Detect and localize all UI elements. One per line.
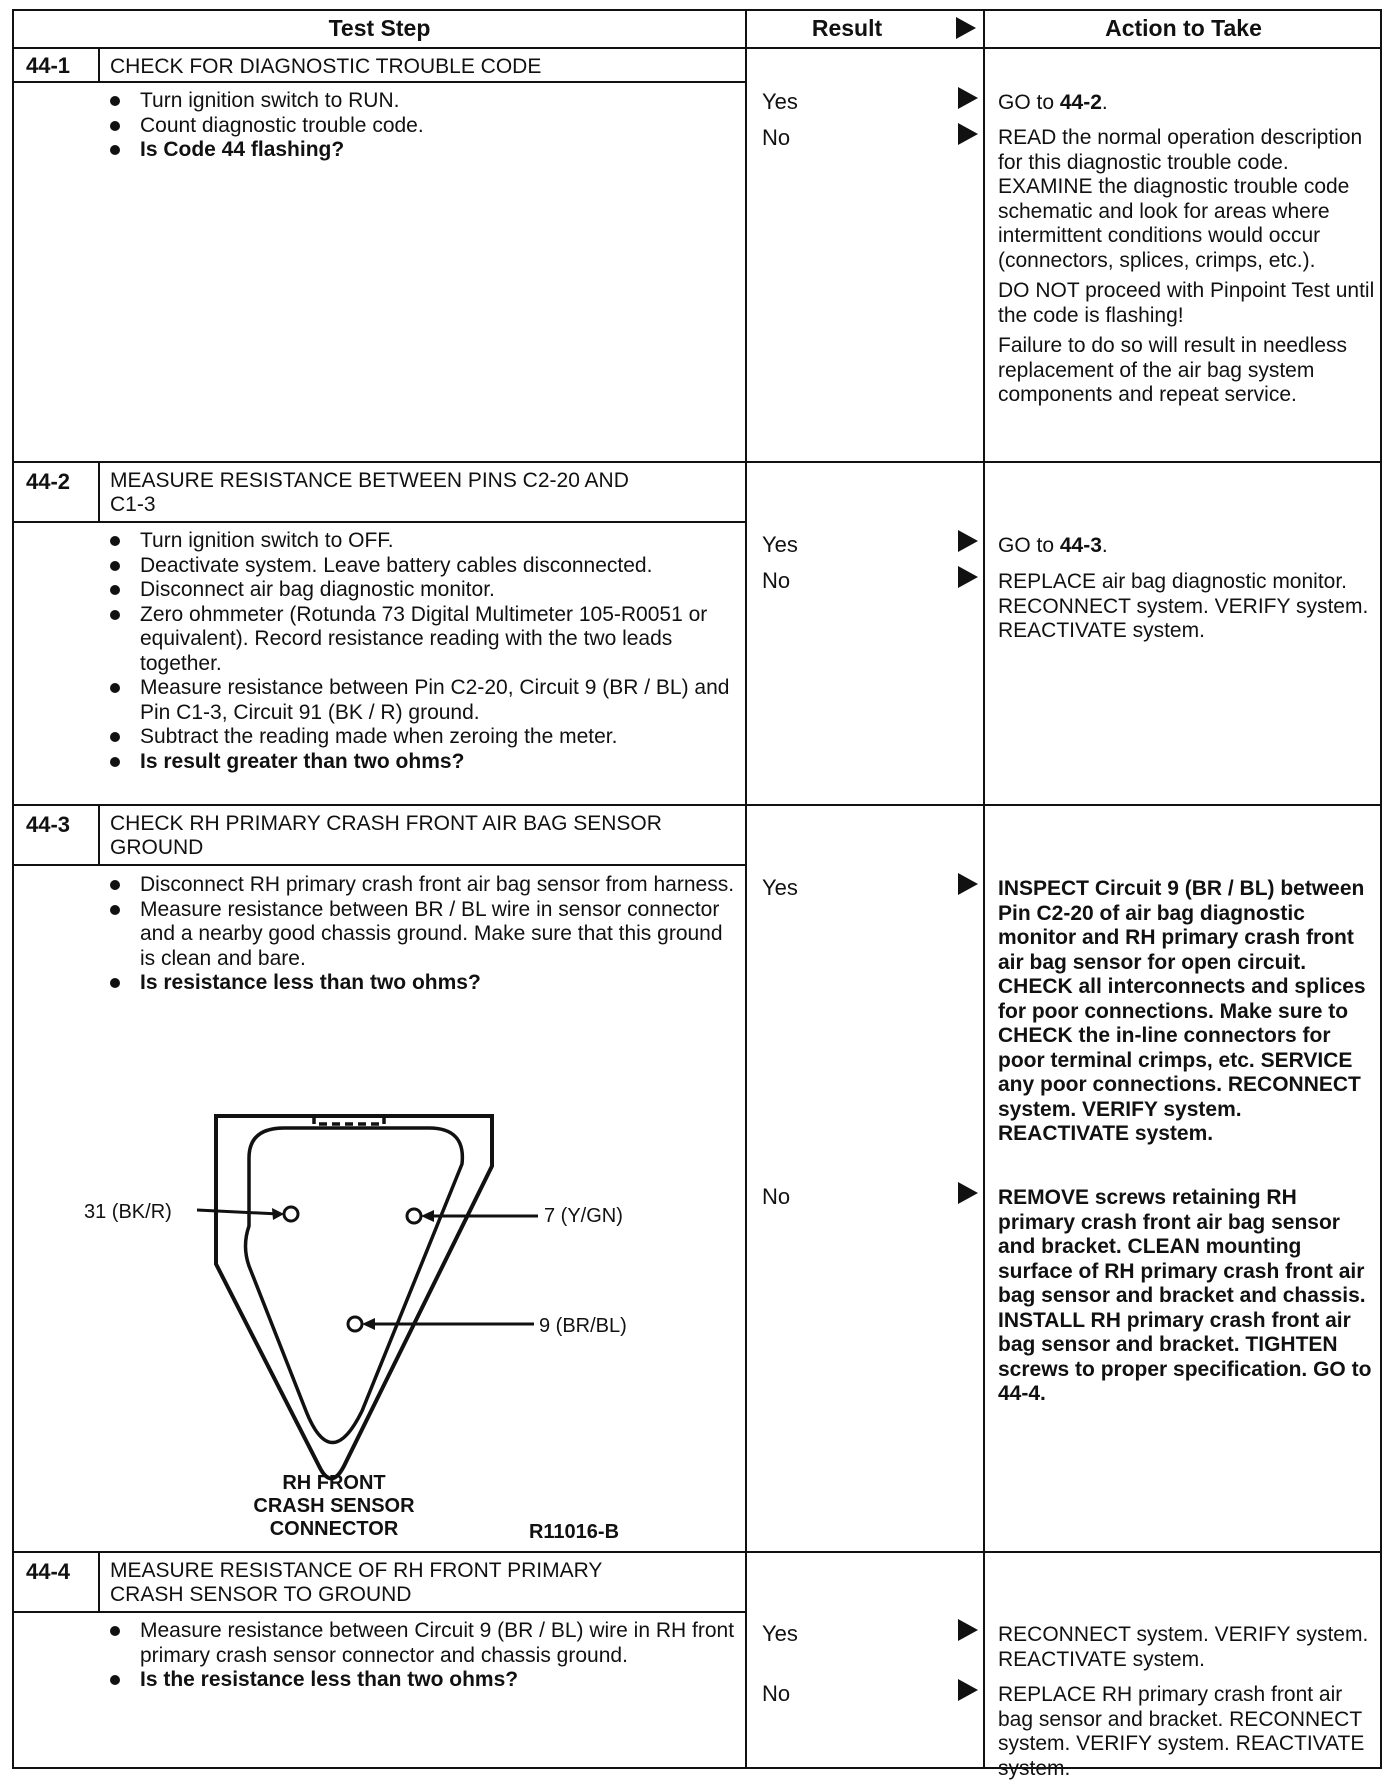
action-no (998, 126, 1378, 414)
step-44-1-num-divider (98, 47, 100, 83)
divider-step-result (745, 11, 747, 1767)
action-no (998, 1683, 1378, 1787)
result-no: No (762, 125, 791, 150)
header-test-step: Test Step (328, 15, 431, 41)
pin-label-31: 31 (BK/R) (84, 1201, 172, 1223)
pin-9 (348, 1317, 362, 1331)
action-no (998, 570, 1378, 650)
pin-31 (284, 1207, 298, 1221)
bullet-question: Is the resistance less than two ohms? (98, 1668, 738, 1693)
result-yes: Yes (762, 532, 798, 557)
pinpoint-test-table (12, 9, 1382, 1780)
result-no: No (762, 1184, 791, 1209)
bullet-question: Is Code 44 flashing? (98, 138, 738, 163)
step-44-4-num-divider (98, 1551, 100, 1613)
leader-31-arrow-icon (272, 1208, 284, 1220)
result-arrow-icon (958, 1182, 978, 1204)
action-paragraph: RECONNECT system. VERIFY system. REACTIVATE system. (998, 1623, 1369, 1671)
action-paragraph: DO NOT proceed with Pinpoint Test until the code is flashing! (998, 279, 1375, 327)
step-number: 44-3 (26, 812, 71, 837)
step-title: MEASURE RESISTANCE OF RH FRONT PRIMARY CRASH SENSOR TO GROUND (110, 1559, 603, 1606)
diagram-caption-line2: CRASH SENSOR (253, 1495, 415, 1517)
diagram-caption-line1: RH FRONT (282, 1472, 386, 1494)
result-arrow-icon (958, 873, 978, 895)
bullet-item: Measure resistance between Circuit 9 (BR / BL) wire in RH front primary crash sensor connector and chassis ground. (98, 1619, 738, 1668)
pin-label-7: 7 (Y/GN) (544, 1205, 623, 1227)
diagram-reference: R11016-B (528, 1521, 620, 1543)
result-arrow-icon (958, 87, 978, 109)
action-paragraph: READ the normal operation description for this diagnostic trouble code. EXAMINE the diagnostic trouble code schematic and look for areas where intermittent conditions would occur (connectors, splices, crimps, etc.). (998, 126, 1363, 272)
bullet-item: Disconnect RH primary crash front air bag sensor from harness. (98, 873, 738, 898)
result-arrow-icon (958, 566, 978, 588)
step-44-3-bullets (98, 873, 738, 996)
step-title: CHECK FOR DIAGNOSTIC TROUBLE CODE (110, 55, 542, 78)
result-yes: Yes (762, 875, 798, 900)
header-rule (14, 47, 1380, 49)
result-no: No (762, 568, 791, 593)
step-number: 44-1 (26, 53, 71, 78)
leader-31 (197, 1210, 279, 1214)
bullet-question: Is result greater than two ohms? (98, 750, 738, 775)
result-yes: Yes (762, 1621, 798, 1646)
step-44-4-title-rule (14, 1611, 745, 1613)
step-44-2-num-divider (98, 461, 100, 523)
action-yes: GO to 44-3. (998, 534, 1108, 557)
step-44-2-bottom-rule (14, 804, 1380, 806)
diagram-caption-line3: CONNECTOR (269, 1518, 399, 1540)
bullet-item: Turn ignition switch to OFF. (98, 529, 738, 554)
action-yes (998, 1623, 1378, 1678)
result-arrow-icon (958, 1679, 978, 1701)
step-44-2-bullets (98, 529, 738, 774)
bullet-item: Turn ignition switch to RUN. (98, 89, 738, 114)
result-arrow-icon (958, 1619, 978, 1641)
bullet-item: Disconnect air bag diagnostic monitor. (98, 578, 738, 603)
action-yes: GO to 44-2. (998, 91, 1108, 114)
result-arrow-icon (958, 123, 978, 145)
connector-inner-ring (246, 1128, 463, 1443)
header-result: Result (811, 15, 883, 41)
step-number: 44-4 (26, 1559, 71, 1584)
bullet-item: Count diagnostic trouble code. (98, 114, 738, 139)
leader-9-arrow-icon (362, 1318, 375, 1330)
bullet-item: Measure resistance between BR / BL wire in sensor connector and a nearby good chassis ground. Make sure that this ground is clean and bare. (98, 898, 738, 972)
step-title: CHECK RH PRIMARY CRASH FRONT AIR BAG SENSOR GROUND (110, 812, 662, 859)
crash-sensor-connector-diagram (44, 1106, 704, 1546)
step-44-4-bullets (98, 1619, 738, 1693)
action-paragraph: Failure to do so will result in needless replacement of the air bag system components and repeat service. (998, 334, 1348, 406)
action-no: REMOVE screws retaining RH primary crash front air bag sensor and bracket. CLEAN mounting surface of RH primary crash front air bag sensor and bracket and chassis. INSTALL RH primary crash front air bag sensor and bracket. TIGHTEN screws to proper specification. GO to 44-4. (998, 1186, 1372, 1405)
header-arrow-icon (956, 17, 976, 39)
bullet-item: Deactivate system. Leave battery cables disconnected. (98, 554, 738, 579)
leader-7-arrow-icon (421, 1210, 434, 1222)
pin-7 (407, 1209, 421, 1223)
step-44-1-title-rule (14, 81, 745, 83)
action-yes: INSPECT Circuit 9 (BR / BL) between Pin C2-20 of air bag diagnostic monitor and RH primary crash front air bag sensor for open circuit. CHECK all interconnects and splices for poor connections. Make sure to CHECK the in-line connectors for poor terminal crimps, etc. SERVICE any poor connections. RECONNECT system. VERIFY system. REACTIVATE system. (998, 877, 1366, 1145)
result-no: No (762, 1681, 791, 1706)
bullet-question: Is resistance less than two ohms? (98, 971, 738, 996)
bullet-item: Subtract the reading made when zeroing the meter. (98, 725, 738, 750)
result-yes: Yes (762, 89, 798, 114)
step-number: 44-2 (26, 469, 71, 494)
step-44-1-bullets (98, 89, 738, 163)
step-44-3-num-divider (98, 804, 100, 866)
bullet-item: Zero ohmmeter (Rotunda 73 Digital Multimeter 105-R0051 or equivalent). Record resistance reading with the two leads together. (98, 603, 738, 677)
divider-result-action (983, 11, 985, 1767)
step-44-2-title-rule (14, 521, 745, 523)
action-paragraph: REPLACE air bag diagnostic monitor. RECONNECT system. VERIFY system. REACTIVATE system. (998, 570, 1369, 642)
header-action: Action to Take (1105, 15, 1262, 41)
step-44-3-title-rule (14, 864, 745, 866)
step-44-1-bottom-rule (14, 461, 1380, 463)
action-paragraph: REPLACE RH primary crash front air bag sensor and bracket. RECONNECT system. VERIFY system. REACTIVATE system. (998, 1683, 1365, 1780)
result-arrow-icon (958, 530, 978, 552)
step-44-3-bottom-rule (14, 1551, 1380, 1553)
bullet-item: Measure resistance between Pin C2-20, Circuit 9 (BR / BL) and Pin C1-3, Circuit 91 (BK / R) ground. (98, 676, 738, 725)
step-title: MEASURE RESISTANCE BETWEEN PINS C2-20 AND C1-3 (110, 469, 629, 516)
pin-label-9: 9 (BR/BL) (539, 1315, 627, 1337)
